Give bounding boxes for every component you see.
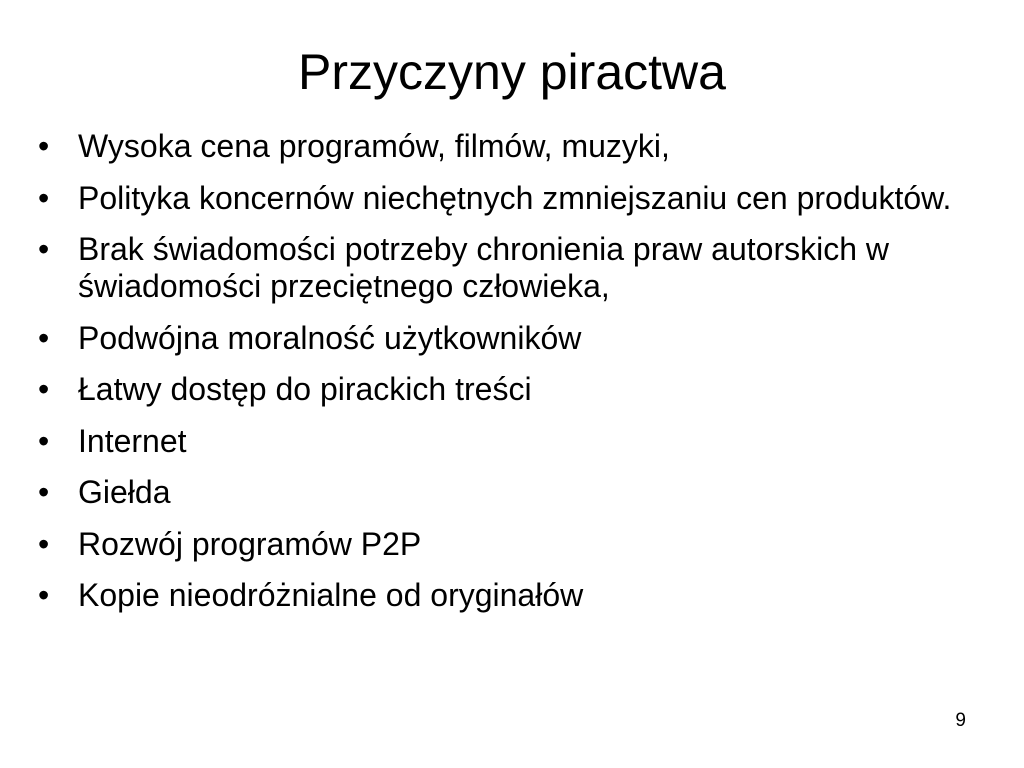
list-item-text: Podwójna moralność użytkowników (78, 319, 582, 356)
list-item (38, 320, 998, 357)
bullet-list (38, 128, 998, 629)
list-item (38, 231, 998, 305)
list-item-text: Internet (78, 422, 187, 459)
list-item-text: Wysoka cena programów, filmów, muzyki, (78, 128, 670, 164)
list-item (38, 526, 998, 563)
slide-title: Przyczyny piractwa (298, 44, 726, 100)
list-item (38, 423, 998, 460)
list-item (38, 371, 998, 408)
bullet-icon: • (38, 577, 50, 613)
bullet-icon: • (38, 422, 50, 459)
list-item (38, 180, 998, 217)
bullet-icon: • (38, 128, 50, 164)
list-item-text: Giełda (78, 474, 171, 510)
list-item-text: Brak świadomości potrzeby chronienia praw autorskich w świadomości przeciętnego człowieka, (78, 231, 890, 304)
list-item (38, 474, 998, 511)
list-item-text: Polityka koncernów niechętnych zmniejszaniu cen produktów. (78, 179, 952, 216)
list-item (38, 577, 998, 614)
bullet-icon: • (38, 525, 50, 562)
list-item (38, 128, 998, 165)
list-item-text: Łatwy dostęp do pirackich treści (78, 371, 532, 407)
bullet-icon: • (38, 319, 50, 356)
list-item-text: Rozwój programów P2P (78, 525, 422, 562)
list-item-text: Kopie nieodróżnialne od oryginałów (78, 577, 584, 613)
bullet-icon: • (38, 371, 50, 407)
page-number: 9 (955, 710, 966, 731)
bullet-icon: • (38, 231, 50, 267)
bullet-icon: • (38, 474, 50, 510)
bullet-icon: • (38, 179, 50, 216)
